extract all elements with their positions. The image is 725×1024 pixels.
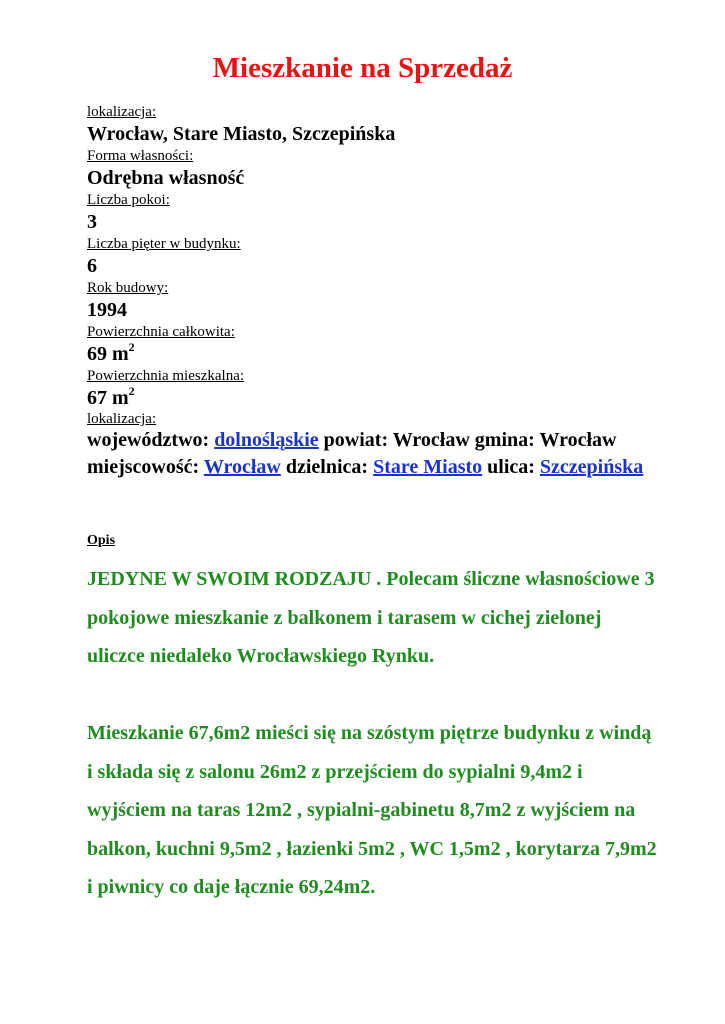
location-label: lokalizacja: <box>87 104 157 120</box>
district-link[interactable]: Stare Miasto <box>373 456 483 478</box>
street-label: ulica: <box>487 456 535 478</box>
ownership-label: Forma własności: <box>87 148 194 164</box>
property-fields <box>87 103 687 481</box>
commune-label: gmina: <box>474 429 535 451</box>
street-link[interactable]: Szczepińska <box>539 456 644 478</box>
living-area-label: Powierzchnia mieszkalna: <box>87 368 245 384</box>
rooms-label: Liczba pokoi: <box>87 192 170 208</box>
description-heading: Opis <box>87 533 116 548</box>
rooms-value: 3 <box>87 211 97 233</box>
county-value: Wrocław <box>392 429 470 451</box>
build-year-value: 1994 <box>87 299 127 321</box>
voivodeship-label: województwo: <box>87 429 210 451</box>
floors-value: 6 <box>87 255 97 277</box>
location-value: Wrocław, Stare Miasto, Szczepińska <box>87 123 396 145</box>
total-area-value <box>87 341 687 367</box>
district-label: dzielnica: <box>285 456 369 478</box>
commune-value: Wrocław <box>539 429 617 451</box>
locality-label: miejscowość: <box>87 456 200 478</box>
location-details <box>87 427 647 481</box>
description-body <box>87 560 657 907</box>
total-area-label: Powierzchnia całkowita: <box>87 324 235 340</box>
locality-link[interactable]: Wrocław <box>203 456 281 478</box>
build-year-label: Rok budowy: <box>87 280 169 296</box>
living-area-unit-exponent: 2 <box>128 384 135 398</box>
total-area-number: 69 m <box>87 343 129 365</box>
description-paragraph-2: Mieszkanie 67,6m2 mieści się na szóstym piętrze budynku z windą i składa się z salonu 26m2 z przejściem do sypialni 9,4m2 i wyjściem na taras 12m2 , sypialni-gabinetu 8,7m2 z wyjściem na balkon, kuchni 9,5m2 , łazienki 5m2 , WC 1,5m2 , korytarza 7,9m2 i piwnicy co daje łącznie 69,24m2. <box>87 722 657 898</box>
page-title: Mieszkanie na Sprzedaż <box>212 52 513 84</box>
county-label: powiat: <box>323 429 389 451</box>
location-details-label: lokalizacja: <box>87 411 157 427</box>
voivodeship-link[interactable]: dolnośląskie <box>214 429 319 451</box>
living-area-number: 67 m <box>87 387 129 409</box>
floors-label: Liczba pięter w budynku: <box>87 236 241 252</box>
ownership-value: Odrębna własność <box>87 167 245 189</box>
living-area-value <box>87 385 687 411</box>
description-paragraph-1: JEDYNE W SWOIM RODZAJU . Polecam śliczne własnościowe 3 pokojowe mieszkanie z balkonem i tarasem w cichej zielonej uliczce niedaleko Wrocławskiego Rynku. <box>87 568 655 667</box>
total-area-unit-exponent: 2 <box>128 340 135 354</box>
